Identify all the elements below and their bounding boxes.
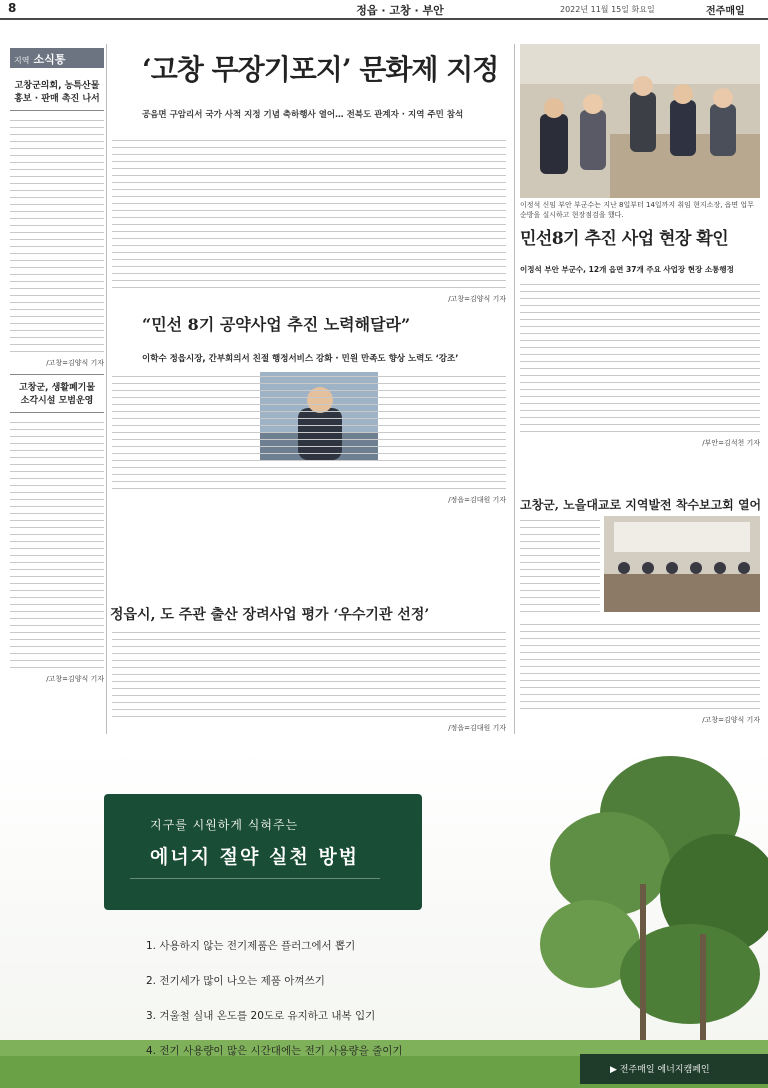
story2-photo xyxy=(520,44,760,198)
story3-byline: /정읍=김대원 기자 xyxy=(448,496,506,504)
column-tag xyxy=(10,48,104,68)
newspaper-brand: 전주매일 xyxy=(706,6,745,17)
page-number: 8 xyxy=(8,1,17,15)
story3-subheadline: 이학수 정읍시장, 간부회의서 친절 행정서비스 강화 · 민원 만족도 향상 노력도 ‘강조’ xyxy=(142,354,459,364)
sidebar-story2-byline: /고창=김양식 기자 xyxy=(46,675,104,683)
conference-photo-illustration xyxy=(604,516,760,612)
sidebar-story2-title-line1: 고창군, 생활폐기물 xyxy=(18,383,96,393)
ad-heading-line1: 지구를 시원하게 식혀주는 xyxy=(150,818,299,832)
page-header xyxy=(0,0,768,20)
sidebar-story2-title xyxy=(10,382,104,408)
story2-subheadline: 이정석 부안 부군수, 12개 읍면 37개 주요 사업장 현장 소통행정 xyxy=(520,265,734,274)
divider xyxy=(130,878,380,879)
ad-tip-4: 4. 전기 사용량이 많은 시간대에는 전기 사용량을 줄이기 xyxy=(146,1045,403,1057)
main-story-body xyxy=(112,140,506,304)
meeting-photo-illustration xyxy=(520,44,760,198)
story4-body xyxy=(112,632,506,733)
ad-tip-1: 1. 사용하지 않는 전기제품은 플러그에서 뽑기 xyxy=(146,940,356,952)
story3-body xyxy=(112,376,506,505)
energy-campaign-ad xyxy=(0,744,768,1088)
story2-photo-caption: 이정석 신임 부안 부군수는 지난 8일부터 14일까지 취임 현지소장, 읍면 업무 순방을 실시하고 현장점검을 했다. xyxy=(520,201,754,219)
column-divider xyxy=(106,44,107,734)
story5-photo xyxy=(604,516,760,612)
main-story-subheadline: 공음면 구암리서 국가 사적 지정 기념 축하행사 열어… 전북도 관계자 · 지역 주민 참석 xyxy=(142,110,464,120)
story2-byline: /부안=김석천 기자 xyxy=(702,439,760,447)
main-story-headline: ‘고창 무장기포지’ 문화제 지정 xyxy=(142,53,499,86)
divider xyxy=(10,412,104,413)
divider xyxy=(10,110,104,111)
main-story-byline: /고창=김양식 기자 xyxy=(448,295,506,303)
sidebar-story1-title-line1: 고창군의회, 농특산물 xyxy=(14,81,100,91)
story5-body-left xyxy=(520,520,600,618)
story2-body xyxy=(520,284,760,448)
sidebar-column xyxy=(0,48,104,748)
column-tag-title: 소식통 xyxy=(33,53,66,66)
ad-tip-3: 3. 겨울철 실내 온도를 20도로 유지하고 내복 입기 xyxy=(146,1010,376,1022)
ad-heading-line2: 에너지 절약 실천 방법 xyxy=(150,846,360,868)
story4-headline: 정읍시, 도 주관 출산 장려사업 평가 ‘우수기관 선정’ xyxy=(110,607,430,623)
story5-byline: /고창=김양식 기자 xyxy=(702,716,760,724)
ad-footer-bar xyxy=(580,1054,768,1084)
story3-headline: “민선 8기 공약사업 추진 노력해달라” xyxy=(142,315,411,334)
divider xyxy=(10,374,104,375)
sidebar-story1-body xyxy=(10,120,104,368)
sidebar-story1-byline: /고창=김양식 기자 xyxy=(46,359,104,367)
sidebar-story2-body xyxy=(10,422,104,684)
column-divider xyxy=(514,44,515,734)
ad-tip-2: 2. 전기세가 많이 나오는 제품 아껴쓰기 xyxy=(146,975,325,987)
sidebar-story1-title-line2: 홍보 · 판매 촉진 나서 xyxy=(14,94,100,104)
story5-body xyxy=(520,624,760,725)
story4-byline: /정읍=김대원 기자 xyxy=(448,724,506,732)
column-tag-small: 지역 xyxy=(14,56,30,65)
story2-headline: 민선8기 추진 사업 현장 확인 xyxy=(520,229,729,249)
ad-footer-label: ▶ 전주매일 에너지캠페인 xyxy=(610,1065,710,1075)
story5-headline: 고창군, 노을대교로 지역발전 착수보고회 열어 xyxy=(520,498,762,512)
ad-heading-board xyxy=(104,794,422,910)
section-title: 정읍 · 고창 · 부안 xyxy=(356,4,444,17)
sidebar-story1-title xyxy=(10,80,104,106)
issue-date: 2022년 11월 15일 화요일 xyxy=(560,5,655,14)
sidebar-story2-title-line2: 소각시설 모범운영 xyxy=(20,396,94,406)
